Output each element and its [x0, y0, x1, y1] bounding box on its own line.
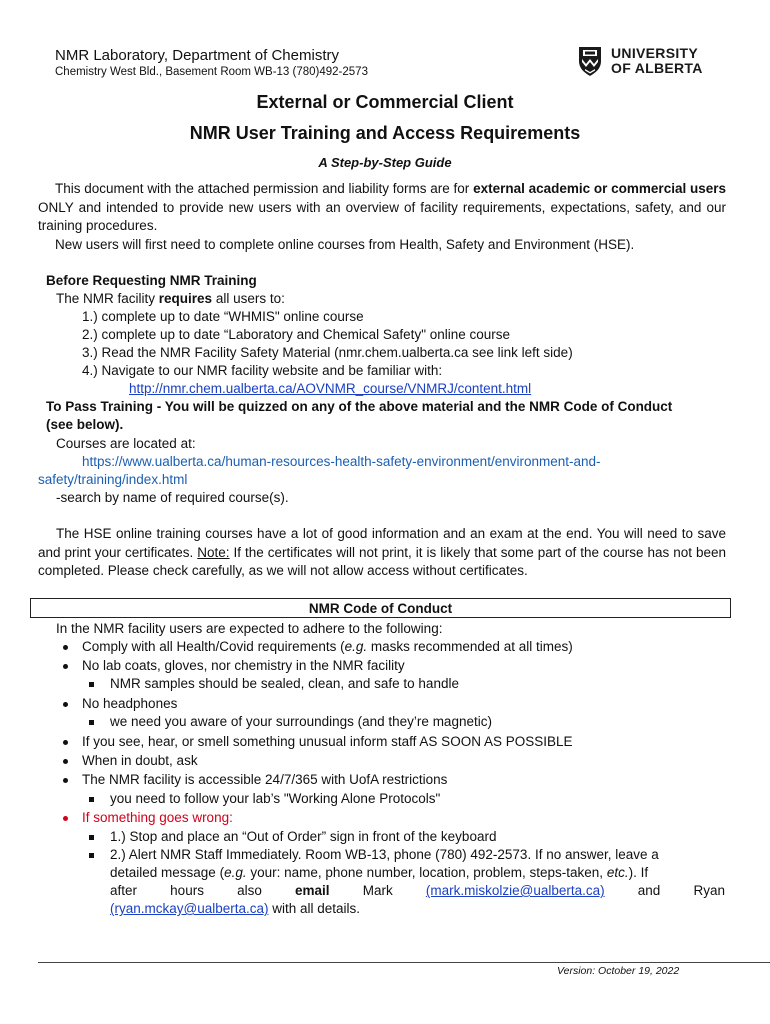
coc-item-health	[82, 638, 573, 656]
coc-step-2-line3	[110, 882, 725, 900]
intro-text-a: This document with the attached permission and liability forms are for	[55, 181, 474, 196]
step2-word-email: email	[295, 883, 330, 898]
coc-sub-aware: we need you aware of your surroundings (and they’re magnetic)	[110, 714, 492, 729]
coc-item-goes-wrong: If something goes wrong:	[82, 810, 233, 825]
step2-word: after	[110, 883, 138, 898]
bullet-square	[89, 682, 94, 687]
mark-email-link[interactable]: (mark.miskolzie@ualberta.ca)	[425, 883, 605, 898]
search-instruction: -search by name of required course(s).	[56, 490, 289, 505]
version-date: Version: October 19, 2022	[557, 965, 680, 977]
bullet-square	[89, 797, 94, 802]
intro-paragraph	[38, 180, 726, 236]
step2-word: hours	[170, 883, 204, 898]
before-item-3: 3.) Read the NMR Facility Safety Material (nmr.chem.ualberta.ca see link left side)	[82, 345, 573, 360]
before-item-1: 1.) complete up to date “WHMIS" online course	[82, 309, 364, 324]
doc-title-2: NMR User Training and Access Requirements	[189, 123, 581, 143]
coc-b1-b: masks recommended at all times)	[367, 639, 573, 654]
coc-item-lab-coats: No lab coats, gloves, nor chemistry in the NMR facility	[82, 658, 405, 673]
coc-intro: In the NMR facility users are expected to adhere to the following:	[56, 621, 443, 636]
hse-note: Note:	[197, 544, 230, 560]
code-of-conduct-heading: NMR Code of Conduct	[30, 598, 731, 618]
coc-item-doubt: When in doubt, ask	[82, 753, 198, 768]
coc-sub-working-alone: you need to follow your lab’s "Working Alone Protocols"	[110, 791, 441, 806]
before-lead-bold: requires	[158, 291, 213, 306]
coc-b1-a: Comply with all Health/Covid requirements (	[82, 639, 345, 654]
step2-l2-a: detailed message (	[110, 865, 225, 880]
coc-step-1: 1.) Stop and place an “Out of Order” sign in front of the keyboard	[110, 829, 497, 844]
coc-step-2-line4	[110, 900, 360, 918]
hse-courses-link[interactable]: https://www.ualberta.ca/human-resources-health-safety-environment/environment-and-	[82, 454, 601, 469]
hse-courses-link-cont[interactable]: safety/training/index.html	[38, 472, 188, 487]
intro-text-c: ONLY and intended to provide new users with an overview of facility requirements, expectations, safety, and our training procedures.	[38, 199, 726, 233]
step2-word: also	[237, 883, 262, 898]
course-content-link[interactable]: http://nmr.chem.ualberta.ca/AOVNMR_course/VNMRJ/content.html	[129, 381, 532, 396]
ryan-email-link[interactable]: (ryan.mckay@ualberta.ca)	[110, 901, 269, 916]
bullet-dot-red	[63, 816, 68, 821]
intro-bold: external academic or commercial users	[473, 181, 726, 196]
crest-icon	[577, 45, 603, 77]
bullet-square	[89, 835, 94, 840]
bullet-dot	[63, 778, 68, 783]
step2-word: Mark	[362, 883, 393, 898]
lab-address: Chemistry West Bld., Basement Room WB-13 (780)492-2573	[55, 66, 368, 78]
pass-line-2: (see below).	[46, 417, 124, 432]
coc-item-headphones: No headphones	[82, 696, 178, 711]
before-lead	[56, 290, 285, 308]
logo-line1: UNIVERSITY	[611, 45, 699, 61]
hse-text-b: If the certificates will not print, it is likely that some part of the course has not been completed. Please check carefully, as we will not allow access without certificates.	[38, 544, 726, 578]
pass-line-1: To Pass Training - You will be quizzed on any of the above material and the NMR Code of Conduct	[46, 399, 673, 414]
university-logo	[577, 45, 703, 77]
step2-word: and	[637, 883, 661, 898]
coc-item-unusual: If you see, hear, or smell something unusual inform staff AS SOON AS POSSIBLE	[82, 734, 573, 749]
coc-step-2-line2	[110, 864, 725, 882]
doc-title: External or Commercial Client	[256, 92, 514, 112]
intro-hse: New users will first need to complete online courses from Health, Safety and Environment (HSE).	[55, 237, 635, 252]
step2-word: Ryan	[693, 883, 725, 898]
before-lead-c: all users to:	[212, 291, 285, 306]
coc-sub-samples: NMR samples should be sealed, clean, and safe to handle	[110, 676, 459, 691]
coc-step-2-line1	[110, 846, 725, 864]
hse-text-a: The HSE online training courses have a lot of good information and an exam at the end. You will need to save and print your certificates.	[38, 526, 726, 560]
step2-l2-b: your: name, phone number, location, problem, steps-taken,	[246, 865, 607, 880]
lab-name: NMR Laboratory, Department of Chemistry	[55, 47, 339, 64]
before-heading: Before Requesting NMR Training	[46, 273, 257, 288]
courses-label: Courses are located at:	[56, 436, 196, 451]
coc-b1-eg: e.g.	[344, 639, 368, 654]
bullet-dot	[63, 759, 68, 764]
coc-item-access: The NMR facility is accessible 24/7/365 with UofA restrictions	[82, 772, 448, 787]
bullet-dot	[63, 664, 68, 669]
bullet-square	[89, 853, 94, 858]
before-item-2: 2.) complete up to date “Laboratory and Chemical Safety" online course	[82, 327, 511, 342]
footer-divider	[38, 962, 770, 963]
doc-subtitle: A Step-by-Step Guide	[318, 155, 452, 170]
bullet-square	[89, 720, 94, 725]
step2-l2-etc: etc.	[606, 865, 629, 880]
hse-paragraph	[38, 525, 726, 581]
before-item-4: 4.) Navigate to our NMR facility website and be familiar with:	[82, 363, 443, 378]
before-lead-a: The NMR facility	[56, 291, 159, 306]
step2-l2-eg: e.g.	[224, 865, 247, 880]
step2-l2-c: ). If	[628, 865, 649, 880]
logo-line2: OF ALBERTA	[611, 60, 703, 76]
step2-l4-tail: with all details.	[268, 901, 361, 916]
step2-text-1: 2.) Alert NMR Staff Immediately. Room WB-13, phone (780) 492-2573. If no answer, leave a	[110, 847, 659, 862]
bullet-dot	[63, 702, 68, 707]
bullet-dot	[63, 740, 68, 745]
bullet-dot	[63, 645, 68, 650]
